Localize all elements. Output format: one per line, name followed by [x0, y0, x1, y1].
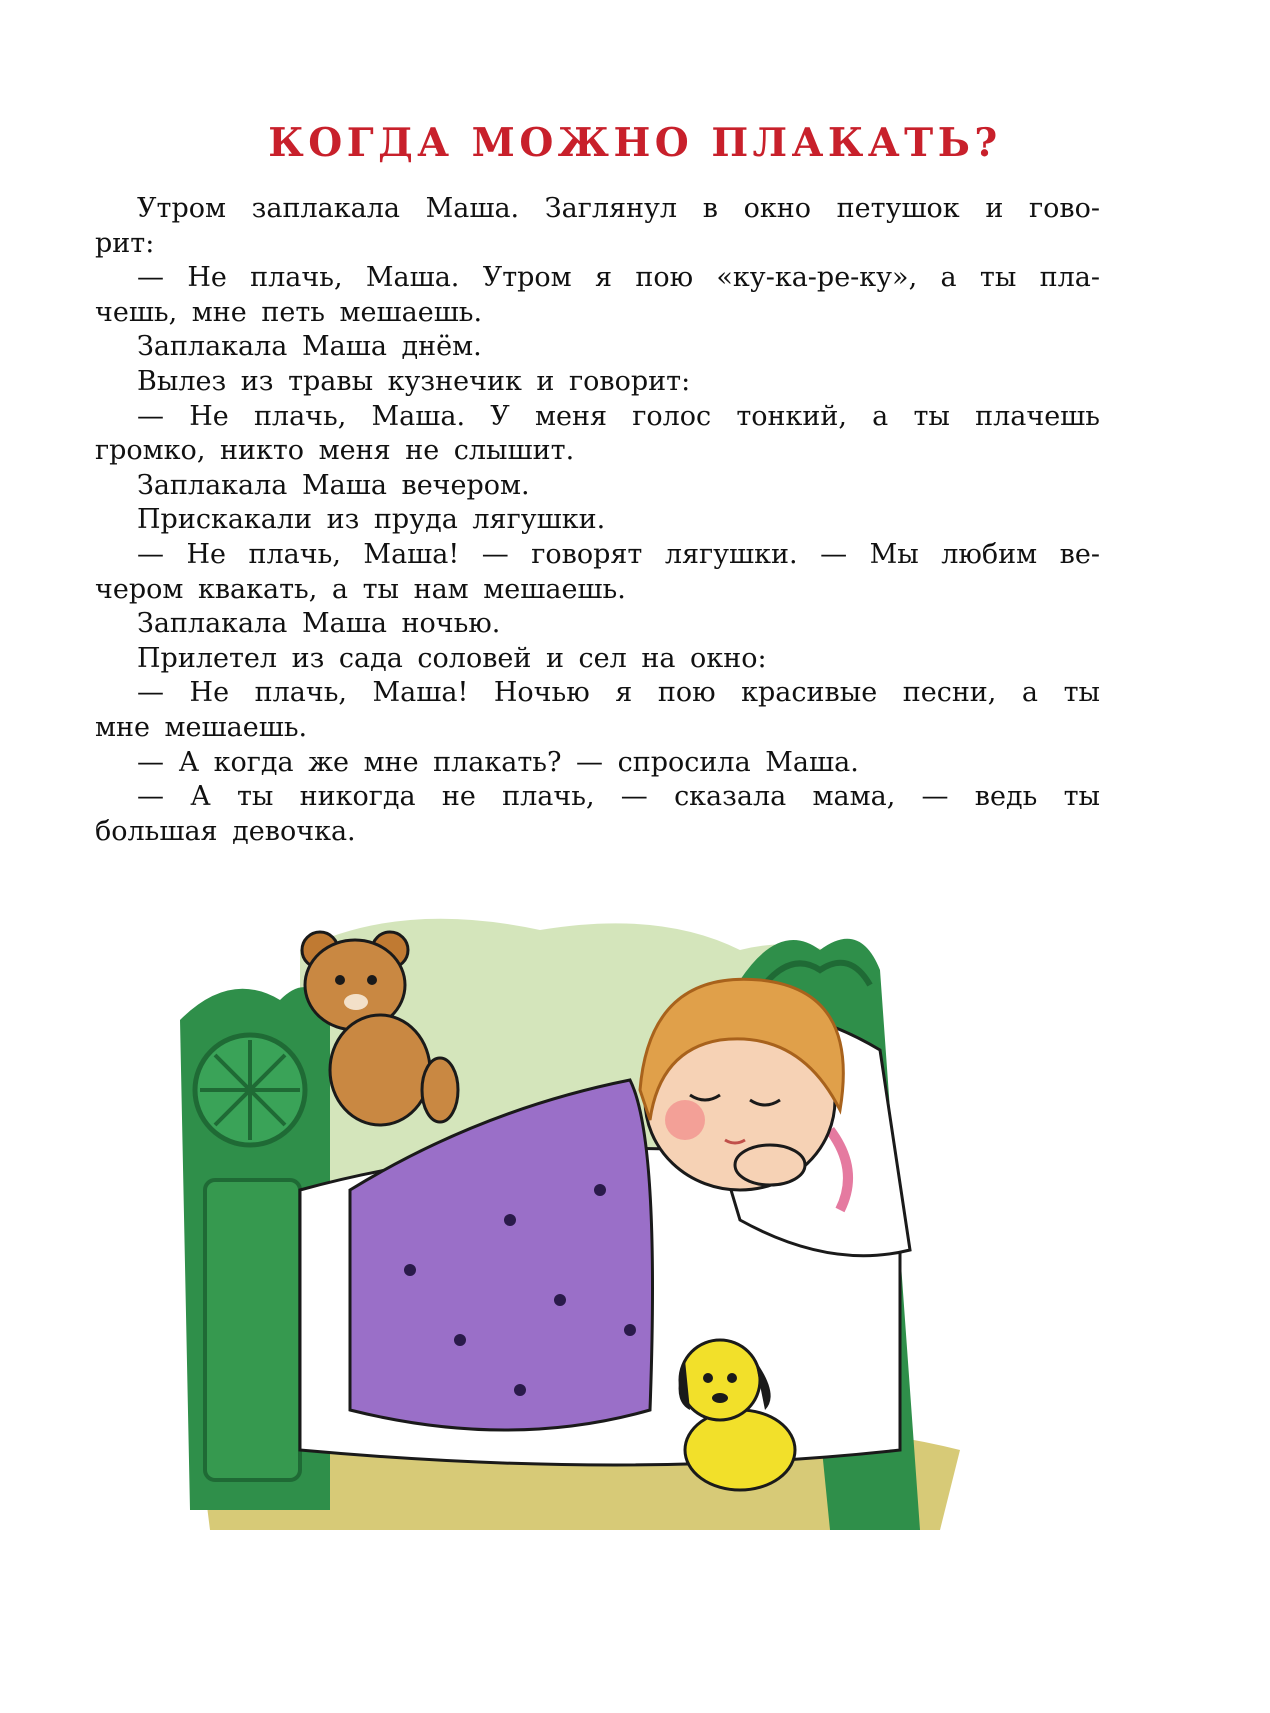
text-line: — А когда же мне плакать? — спросила Маша.: [137, 746, 859, 778]
story-text: [95, 192, 1100, 849]
text-line: Заплакала Маша ночью.: [137, 608, 501, 640]
text-line: Утром заплакала Маша. Заглянул в окно петушок и гово-: [137, 193, 1100, 224]
story-title: КОГДА МОЖНО ПЛАКАТЬ?: [268, 120, 1002, 166]
sleeping-girl: [640, 979, 843, 1190]
text-line: — Не плачь, Маша. Утром я пою «ку-ка-ре-ку», а ты пла-: [137, 262, 1100, 294]
story-illustration: [180, 890, 970, 1540]
text-line: Заплакала Маша днём.: [137, 331, 482, 363]
text-line: Прискакали из пруда лягушки.: [137, 504, 606, 536]
text-line: — Не плачь, Маша! — говорят лягушки. — Мы любим ве-: [137, 538, 1100, 570]
text-line: рит:: [95, 227, 155, 259]
text-line: — Не плачь, Маша. У меня голос тонкий, а ты плачешь: [137, 400, 1100, 432]
text-line: чером квакать, а ты нам мешаешь.: [95, 573, 626, 605]
text-line: громко, никто меня не слышит.: [95, 435, 575, 467]
text-line: чешь, мне петь мешаешь.: [95, 296, 483, 328]
text-line: — Не плачь, Маша! Ночью я пою красивые песни, а ты: [137, 677, 1100, 709]
text-line: большая девочка.: [95, 815, 356, 847]
text-line: Прилетел из сада соловей и сел на окно:: [137, 642, 767, 674]
text-line: Заплакала Маша вечером.: [137, 469, 530, 501]
text-line: — А ты никогда не плачь, — сказала мама, — ведь ты: [137, 781, 1100, 813]
text-line: Вылез из травы кузнечик и говорит:: [137, 365, 691, 397]
text-line: мне мешаешь.: [95, 711, 308, 743]
